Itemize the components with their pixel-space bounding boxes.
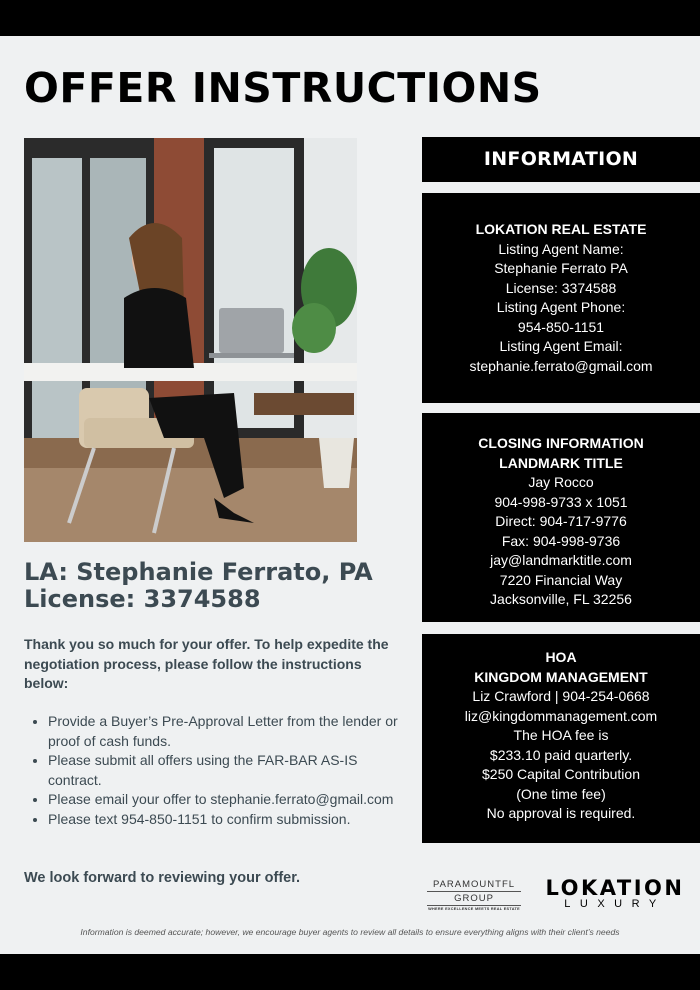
title-company-heading: LANDMARK TITLE: [499, 454, 623, 471]
listing-line: License: 3374588: [505, 279, 617, 296]
listing-line: Listing Agent Email:: [499, 338, 623, 354]
closing-line: jay@landmarktitle.com: [490, 552, 632, 568]
paramount-logo-tagline: WHERE EXCELLENCE MEETS REAL ESTATE: [428, 907, 520, 911]
paramount-logo-line2: GROUP: [454, 893, 494, 904]
instruction-item: • Please submit all offers using the FAR-BAR AS-IS contract.: [48, 751, 403, 790]
lokation-logo-line2: LUXURY: [564, 898, 666, 910]
lokation-logo-line1: LOKATION: [545, 876, 685, 900]
disclaimer-footnote: Information is deemed accurate; however, we encourage buyer agents to review all details to ensure everything aligns with their client’s needs: [80, 927, 620, 937]
hoa-company-heading: KINGDOM MANAGEMENT: [474, 668, 648, 685]
hoa-info-box: [422, 634, 700, 843]
closing-line: Jacksonville, FL 32256: [490, 591, 632, 607]
closing-line: 904-998-9733 x 1051: [494, 493, 628, 510]
page-title: OFFER INSTRUCTIONS: [24, 64, 542, 112]
listing-line: Listing Agent Phone:: [496, 299, 626, 315]
instruction-item: • Please email your offer to stephanie.ferrato@gmail.com: [48, 790, 403, 810]
hoa-line: liz@kingdommanagement.com: [464, 707, 658, 724]
closing-heading: CLOSING INFORMATION: [478, 435, 644, 451]
intro-text: Thank you so much for your offer. To help expedite the negotiation process, please follow the instructions below:: [24, 636, 389, 691]
information-header: INFORMATION: [422, 137, 700, 182]
listing-line: stephanie.ferrato@gmail.com: [469, 357, 653, 374]
listing-line: Stephanie Ferrato PA: [494, 260, 628, 276]
listing-info-box: [422, 193, 700, 403]
agent-license-line: License: 3374588: [24, 585, 261, 613]
listing-line: Listing Agent Name:: [498, 240, 624, 257]
closing-line: Fax: 904-998-9736: [501, 532, 621, 549]
hoa-heading: HOA: [545, 649, 577, 665]
instruction-item: • Please text 954-850-1151 to confirm submission.: [48, 810, 403, 830]
listing-line: 954-850-1151: [517, 318, 605, 335]
paramount-group-logo: [423, 879, 525, 912]
hoa-line: The HOA fee is: [513, 727, 609, 743]
listing-agent-name: [24, 559, 373, 613]
closing-line: Direct: 904-717-9776: [495, 513, 627, 529]
bottom-bar: [0, 954, 700, 990]
paramount-logo-line1: PARAMOUNTFL: [432, 879, 516, 890]
hoa-line: (One time fee): [516, 785, 606, 802]
hoa-line: No approval is required.: [486, 805, 636, 821]
instructions-list: [48, 712, 403, 829]
hoa-line: $233.10 paid quarterly.: [489, 746, 633, 763]
closing-text: We look forward to reviewing your offer.: [24, 870, 301, 886]
hoa-line: $250 Capital Contribution: [482, 766, 640, 782]
agent-photo: [24, 138, 357, 542]
hoa-line: Liz Crawford | 904-254-0668: [472, 688, 650, 704]
lokation-luxury-logo: [544, 877, 686, 910]
listing-heading: LOKATION REAL ESTATE: [475, 221, 647, 237]
closing-line: Jay Rocco: [528, 474, 594, 490]
closing-info-box: [422, 413, 700, 622]
top-bar: [0, 0, 700, 36]
closing-line: 7220 Financial Way: [499, 571, 623, 588]
instruction-item: • Provide a Buyer’s Pre-Approval Letter from the lender or proof of cash funds.: [48, 712, 403, 751]
agent-name-line: LA: Stephanie Ferrato, PA: [24, 558, 373, 586]
